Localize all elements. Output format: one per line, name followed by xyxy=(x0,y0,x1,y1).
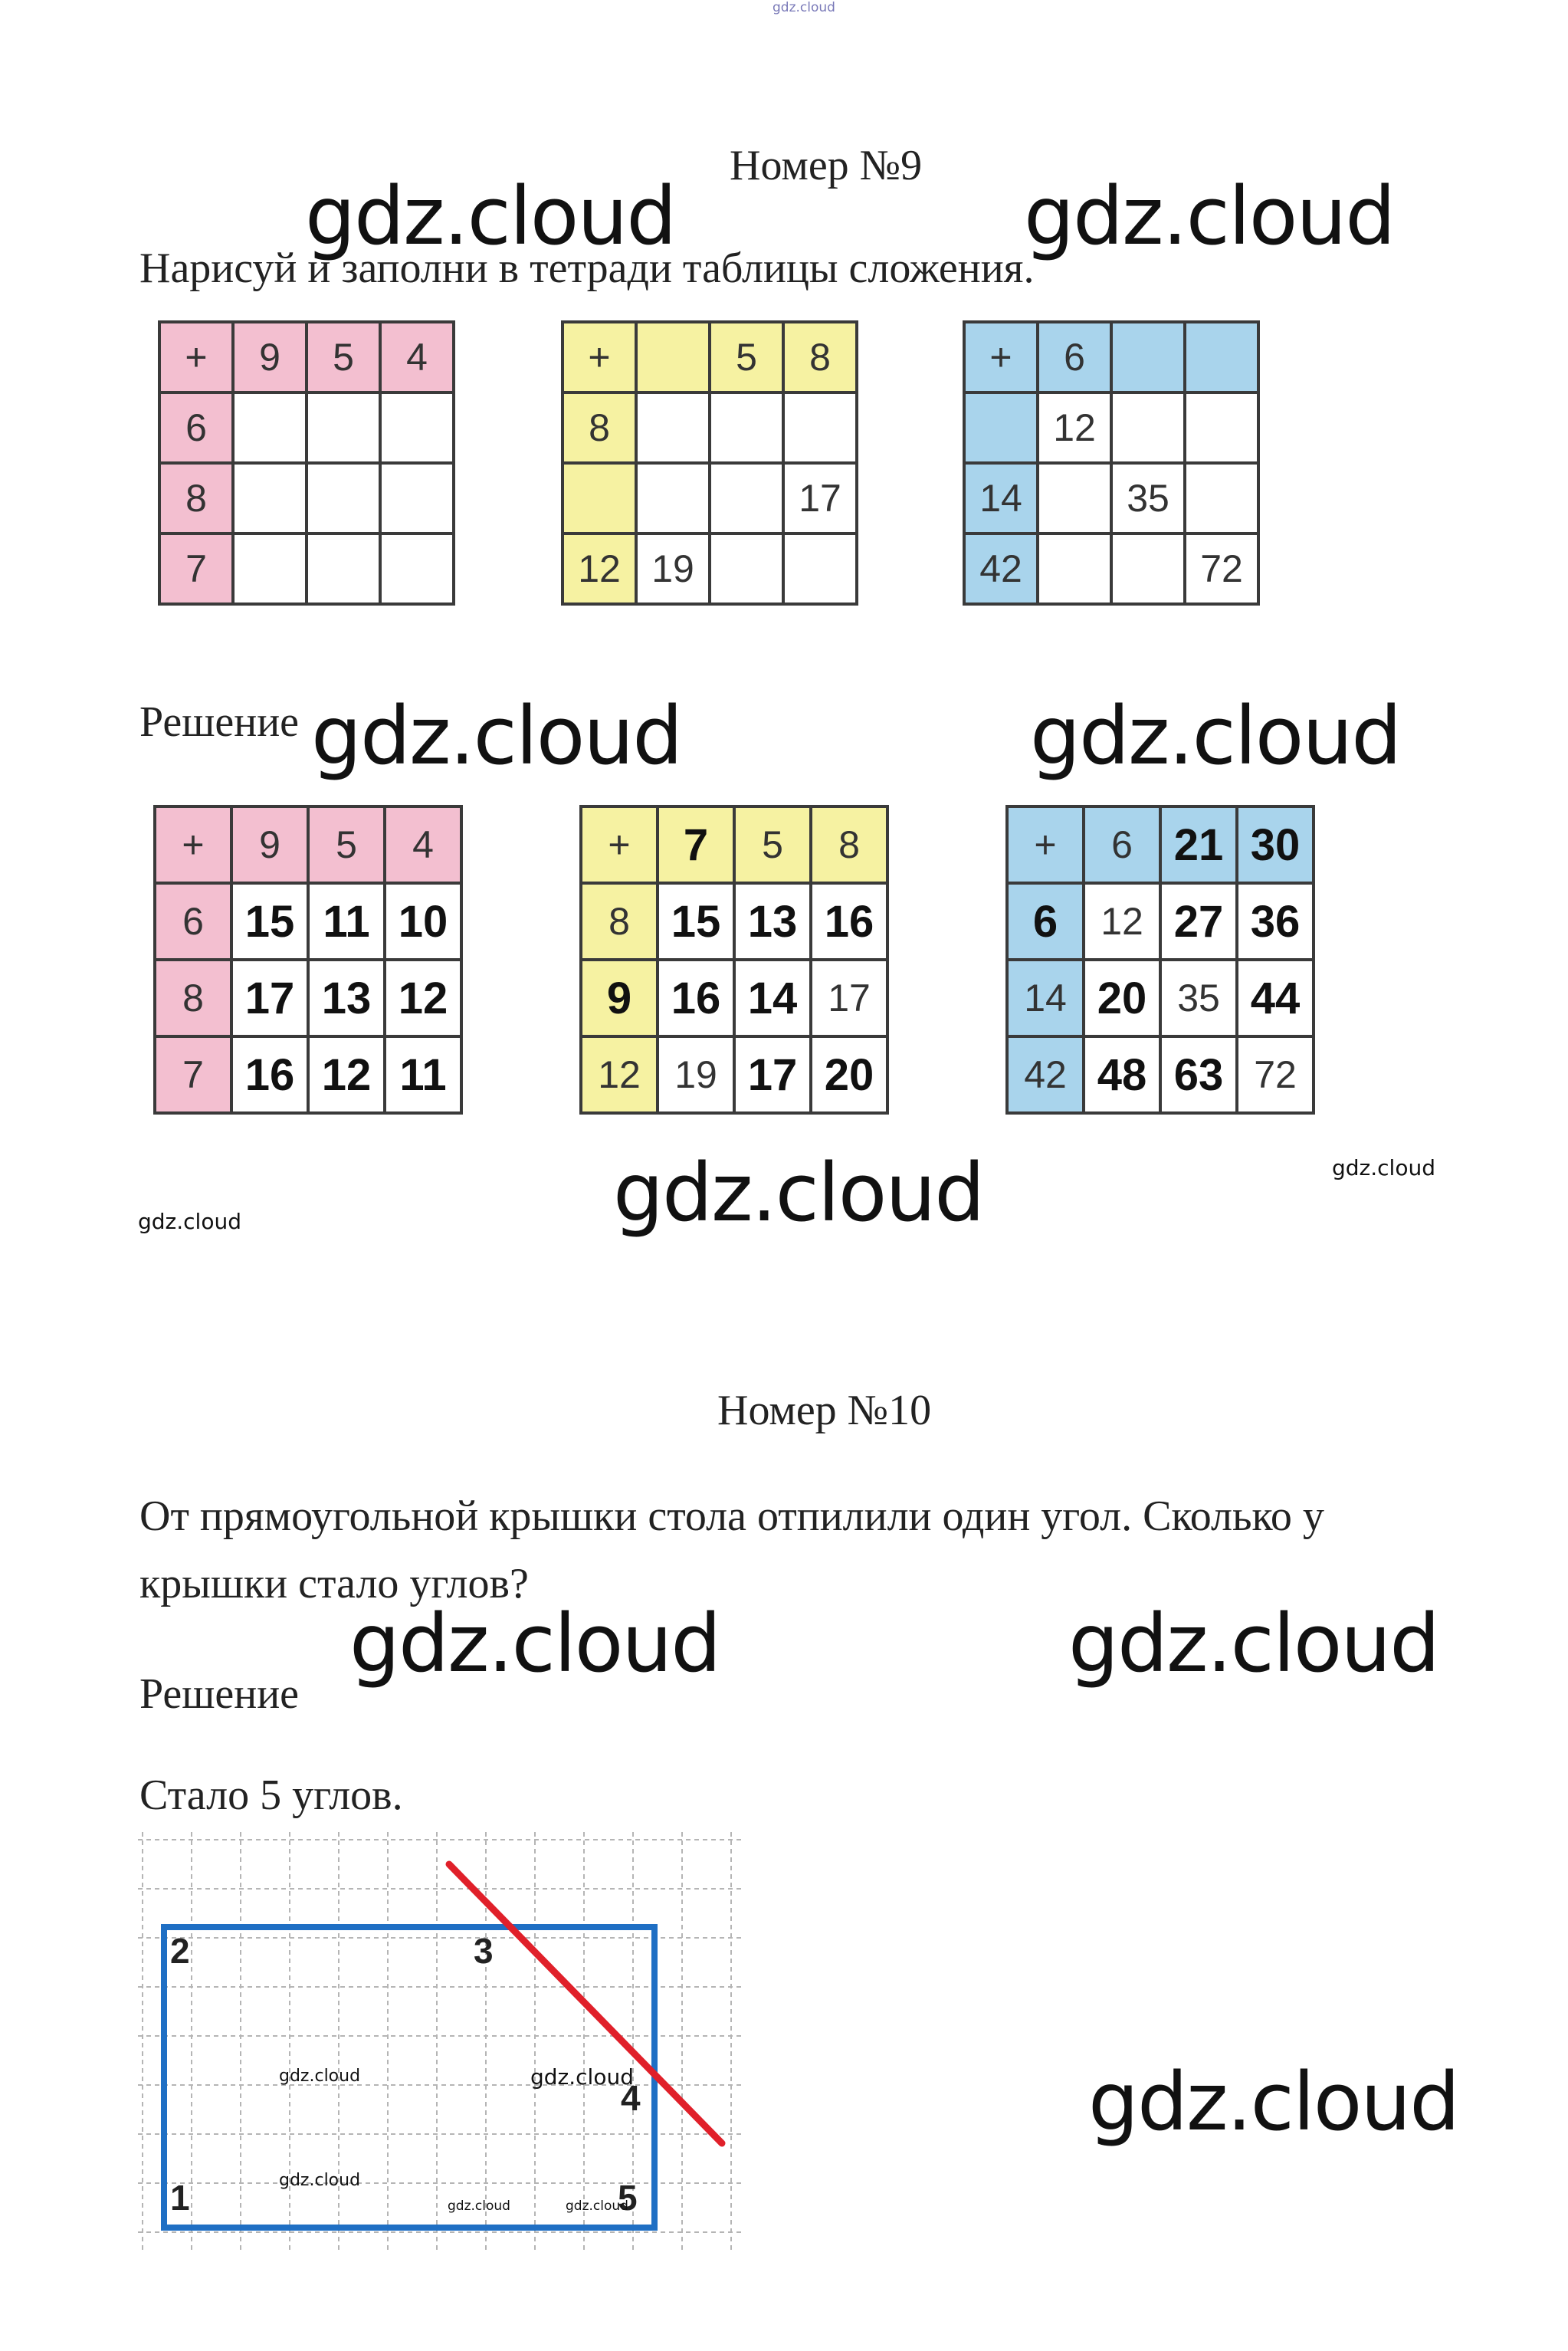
row-header-cell: 7 xyxy=(155,1036,231,1113)
table-cell xyxy=(1111,392,1185,463)
table-cell xyxy=(380,534,454,604)
table-header-row xyxy=(1007,806,1314,883)
watermark: gdz.cloud xyxy=(305,169,676,263)
task10-question-line1: От прямоугольной крышки стола отпилили один угол. Сколько у xyxy=(139,1492,1324,1540)
watermark: gdz.cloud xyxy=(530,2064,634,2090)
table-cell: 72 xyxy=(1185,534,1258,604)
table-row xyxy=(159,392,454,463)
table-header-row xyxy=(159,322,454,392)
table-cell: 27 xyxy=(1160,883,1237,960)
table-cell xyxy=(710,463,783,534)
row-header-cell: 8 xyxy=(159,463,233,534)
row-header-cell: 9 xyxy=(581,960,658,1036)
watermark: gdz.cloud xyxy=(1024,169,1395,263)
table-row xyxy=(159,534,454,604)
top-watermark: gdz.cloud xyxy=(773,0,835,15)
corner-label-3: 3 xyxy=(474,1931,494,1971)
table-row xyxy=(155,960,461,1036)
row-header-cell: 12 xyxy=(563,534,636,604)
corner-label-2: 2 xyxy=(170,1931,190,1971)
plus-sign-cell: + xyxy=(563,322,636,392)
header-cell xyxy=(1111,322,1185,392)
table-cell xyxy=(1111,534,1185,604)
table-cell: 72 xyxy=(1237,1036,1314,1113)
row-header-cell: 6 xyxy=(1007,883,1084,960)
header-cell: 5 xyxy=(307,322,380,392)
header-cell xyxy=(636,322,710,392)
table-cell xyxy=(307,463,380,534)
plus-sign-cell: + xyxy=(1007,806,1084,883)
table-cell xyxy=(380,463,454,534)
watermark: gdz.cloud xyxy=(279,2171,361,2190)
plus-sign-cell: + xyxy=(581,806,658,883)
watermark: gdz.cloud xyxy=(566,2198,628,2214)
table-cell xyxy=(710,392,783,463)
task10-solution-label: Решение xyxy=(139,1670,300,1718)
table-cell xyxy=(636,392,710,463)
table-row xyxy=(155,883,461,960)
question-table-2 xyxy=(561,320,858,606)
plus-sign-cell: + xyxy=(155,806,231,883)
watermark: gdz.cloud xyxy=(279,2067,361,2086)
table-cell: 12 xyxy=(1084,883,1160,960)
table-cell xyxy=(1038,534,1111,604)
task10-title: Номер №10 xyxy=(717,1387,932,1434)
table-row xyxy=(1007,883,1314,960)
header-cell: 8 xyxy=(783,322,857,392)
cut-line xyxy=(449,1864,722,2143)
table-cell xyxy=(1185,392,1258,463)
plus-sign-cell: + xyxy=(159,322,233,392)
row-header-cell: 8 xyxy=(155,960,231,1036)
table-cell: 15 xyxy=(658,883,734,960)
corner-label-4: 4 xyxy=(621,2078,641,2118)
row-header-cell: 42 xyxy=(964,534,1038,604)
table-cell xyxy=(710,534,783,604)
header-cell: 6 xyxy=(1038,322,1111,392)
row-header-cell: 6 xyxy=(159,392,233,463)
task10-question-line2: крышки стало углов? xyxy=(139,1560,529,1607)
table-cell xyxy=(783,392,857,463)
table-header-row xyxy=(581,806,887,883)
task10-answer: Стало 5 углов. xyxy=(139,1771,403,1819)
table-cell: 48 xyxy=(1084,1036,1160,1113)
table-cell: 16 xyxy=(231,1036,308,1113)
row-header-cell: 12 xyxy=(581,1036,658,1113)
table-cell: 16 xyxy=(658,960,734,1036)
header-cell: 21 xyxy=(1160,806,1237,883)
corner-label-5: 5 xyxy=(618,2178,638,2218)
table-cell: 20 xyxy=(1084,960,1160,1036)
table-cell xyxy=(380,392,454,463)
row-header-cell: 8 xyxy=(581,883,658,960)
table-row xyxy=(964,534,1258,604)
header-cell: 6 xyxy=(1084,806,1160,883)
table-cell: 14 xyxy=(734,960,811,1036)
row-header-cell: 6 xyxy=(155,883,231,960)
task9-solution-label: Решение xyxy=(139,698,300,746)
table-cell xyxy=(1038,463,1111,534)
header-cell: 7 xyxy=(658,806,734,883)
header-cell: 9 xyxy=(233,322,307,392)
watermark: gdz.cloud xyxy=(311,689,682,783)
table-cell xyxy=(636,463,710,534)
table-row xyxy=(563,534,857,604)
table-cell: 19 xyxy=(636,534,710,604)
table-cell: 13 xyxy=(734,883,811,960)
table-cell: 44 xyxy=(1237,960,1314,1036)
row-header-cell: 7 xyxy=(159,534,233,604)
table-cell xyxy=(233,463,307,534)
row-header-cell: 42 xyxy=(1007,1036,1084,1113)
solution-table-1 xyxy=(153,805,463,1115)
table-row xyxy=(155,1036,461,1113)
row-header-cell: 8 xyxy=(563,392,636,463)
table-row xyxy=(581,1036,887,1113)
table-row xyxy=(563,392,857,463)
table-cell xyxy=(233,392,307,463)
question-table-1 xyxy=(158,320,455,606)
table-row xyxy=(1007,960,1314,1036)
table-cell: 11 xyxy=(385,1036,461,1113)
table-cell: 36 xyxy=(1237,883,1314,960)
watermark: gdz.cloud xyxy=(1068,1597,1439,1690)
table-cell: 35 xyxy=(1160,960,1237,1036)
table-cell: 63 xyxy=(1160,1036,1237,1113)
header-cell xyxy=(1185,322,1258,392)
header-cell: 5 xyxy=(308,806,385,883)
table-row xyxy=(964,463,1258,534)
table-cell: 17 xyxy=(783,463,857,534)
table-cell: 35 xyxy=(1111,463,1185,534)
plus-sign-cell: + xyxy=(964,322,1038,392)
row-header-cell: 14 xyxy=(1007,960,1084,1036)
watermark: gdz.cloud xyxy=(138,1209,241,1234)
task9-title: Номер №9 xyxy=(730,142,923,189)
header-cell: 4 xyxy=(380,322,454,392)
task9-instruction: Нарисуй и заполни в тетради таблицы сложения. xyxy=(139,245,1035,292)
table-cell: 16 xyxy=(811,883,887,960)
watermark: gdz.cloud xyxy=(1030,689,1401,783)
watermark: gdz.cloud xyxy=(448,2198,510,2214)
solution-table-3 xyxy=(1005,805,1315,1115)
header-cell: 8 xyxy=(811,806,887,883)
table-cell: 13 xyxy=(308,960,385,1036)
header-cell: 5 xyxy=(710,322,783,392)
watermark: gdz.cloud xyxy=(613,1146,984,1240)
table-row xyxy=(581,960,887,1036)
table-cell: 10 xyxy=(385,883,461,960)
table-row xyxy=(964,392,1258,463)
table-header-row xyxy=(155,806,461,883)
header-cell: 9 xyxy=(231,806,308,883)
row-header-cell xyxy=(563,463,636,534)
table-cell xyxy=(783,534,857,604)
table-cell xyxy=(1185,463,1258,534)
question-table-3 xyxy=(963,320,1260,606)
header-cell: 4 xyxy=(385,806,461,883)
table-row xyxy=(563,463,857,534)
table-cell xyxy=(307,534,380,604)
row-header-cell: 14 xyxy=(964,463,1038,534)
watermark: gdz.cloud xyxy=(1088,2055,1459,2149)
header-cell: 30 xyxy=(1237,806,1314,883)
row-header-cell xyxy=(964,392,1038,463)
table-cell: 12 xyxy=(385,960,461,1036)
table-cell xyxy=(233,534,307,604)
table-cell: 17 xyxy=(734,1036,811,1113)
table-row xyxy=(581,883,887,960)
table-cell: 20 xyxy=(811,1036,887,1113)
cut-table-figure xyxy=(138,1832,751,2261)
table-cell xyxy=(307,392,380,463)
watermark: gdz.cloud xyxy=(349,1597,720,1690)
table-row xyxy=(159,463,454,534)
corner-label-1: 1 xyxy=(170,2178,190,2218)
table-cell: 17 xyxy=(811,960,887,1036)
table-row xyxy=(1007,1036,1314,1113)
table-cell: 19 xyxy=(658,1036,734,1113)
table-header-row xyxy=(964,322,1258,392)
solution-table-2 xyxy=(579,805,889,1115)
header-cell: 5 xyxy=(734,806,811,883)
watermark: gdz.cloud xyxy=(1332,1155,1435,1180)
table-cell: 11 xyxy=(308,883,385,960)
table-cell: 12 xyxy=(1038,392,1111,463)
table-cell: 15 xyxy=(231,883,308,960)
table-cell: 17 xyxy=(231,960,308,1036)
table-cell: 12 xyxy=(308,1036,385,1113)
table-header-row xyxy=(563,322,857,392)
